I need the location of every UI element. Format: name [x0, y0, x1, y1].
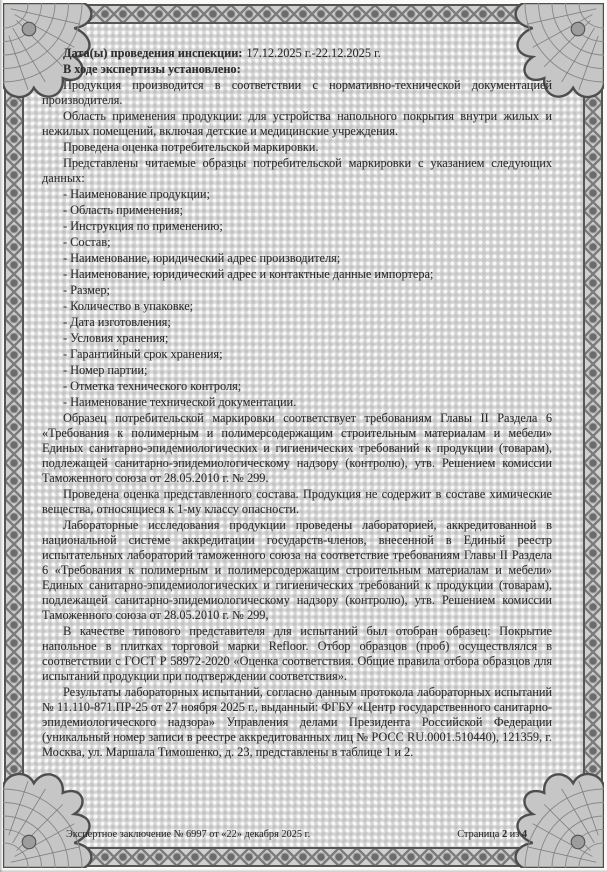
- paragraph: Результаты лабораторных испытаний, согласно данным протокола лабораторных испытаний № 11.110-871.ПР-25 от 27 ноября 2025 г., выданный: ФГБУ «Центр государственного санитарно-эпидемиологического надзора» Управления делами Президента Российской Федерации (уникальный номер записи в реестре аккредитованных лиц № РОСС RU.0001.510440), 121359, г. Москва, ул. Маршала Тимошенко, д. 23, представлены в таблице 1 и 2.: [42, 685, 552, 759]
- paragraph: - Наименование технической документации.: [63, 395, 297, 409]
- paragraph: - Состав;: [63, 235, 111, 249]
- paragraph: - Размер;: [63, 283, 110, 297]
- certificate-body: [42, 46, 552, 761]
- paragraph: Проведена оценка потребительской маркировки.: [63, 140, 319, 154]
- footer-page-current: 2: [501, 829, 508, 840]
- paragraph: Проведена оценка представленного состава. Продукция не содержит в составе химические вещества, относящиеся к 1-му классу опасности.: [42, 487, 552, 516]
- paragraph: - Наименование, юридический адрес производителя;: [63, 251, 341, 265]
- paragraph: Продукция производится в соответствии с нормативно-технической документацией производителя.: [42, 78, 552, 107]
- closing-paragraphs: [42, 411, 552, 760]
- inspection-dates-line: [42, 46, 552, 61]
- footer-document-ref: Экспертное заключение № 6997 от «22» декабря 2025 г.: [66, 829, 311, 840]
- border-band-right: [583, 22, 601, 849]
- paragraph: - Номер партии;: [63, 363, 148, 377]
- paragraph: - Наименование, юридический адрес и контактные данные импортера;: [63, 267, 434, 281]
- paragraph: Лабораторные исследования продукции проведены лабораторией, аккредитованной в национальной системе аккредитации государств-членов, внесенной в Единый реестр испытательных лабораторий таможенного союза на соответствие требованиям Главы II Раздела 6 «Требования к полимерным и полимерсодержащим строительным материалам и мебели» Единых санитарно-эпидемиологических и гигиенических требований к продукции (товарам), подлежащей санитарно-эпидемиологическому надзору (контролю), утв. Решением комиссии Таможенного союза от 28.05.2010 г. № 299,: [42, 518, 552, 622]
- paragraph: Образец потребительской маркировки соответствует требованиям Главы II Раздела 6 «Требования к полимерным и полимерсодержащим строительным материалам и мебели» Единых санитарно-эпидемиологических и гигиенических требований к продукции (товарам), подлежащей санитарно-эпидемиологическому надзору (контролю), утв. Решением комиссии Таможенного союза от 28.05.2010 г. № 299.: [42, 411, 552, 485]
- paragraph: Область применения продукции: для устройства напольного покрытия внутри жилых и нежилых помещений, включая детские и медицинские учреждения.: [42, 109, 552, 138]
- paragraph: - Гарантийный срок хранения;: [63, 347, 223, 361]
- corner-ornament-icon: [498, 762, 604, 868]
- inspection-dates-value: 17.12.2025 г.-22.12.2025 г.: [246, 46, 381, 60]
- inspection-dates-label: Дата(ы) проведения инспекции:: [63, 46, 243, 60]
- paragraph: - Дата изготовления;: [63, 315, 171, 329]
- expertise-heading: В ходе экспертизы установлено:: [63, 62, 241, 76]
- scan-edge-shadow: [0, 0, 3, 872]
- paragraph: Представлены читаемые образцы потребительской маркировки с указанием следующих данных:: [42, 156, 552, 185]
- paragraph: - Инструкция по применению;: [63, 219, 223, 233]
- border-band-left: [6, 22, 24, 849]
- paragraph: - Условия хранения;: [63, 331, 169, 345]
- paragraph: - Количество в упаковке;: [63, 299, 194, 313]
- paragraph: - Область применения;: [63, 203, 183, 217]
- footer-page-indicator: [457, 829, 527, 840]
- paragraph: - Отметка технического контроля;: [63, 379, 242, 393]
- footer-of-word: из: [507, 829, 522, 840]
- intro-paragraphs: [42, 78, 552, 186]
- corner-ornament-icon: [3, 762, 109, 868]
- paragraph: - Наименование продукции;: [63, 187, 210, 201]
- page-footer: [66, 829, 527, 840]
- paragraph: В качестве типового представителя для испытаний был отобран образец: Покрытие напольное в плитках торговой марки Refloor. Отбор образцов (проб) осуществлялся в соответствии с ГОСТ Р 58972-2020 «Оценка соответствия. Общие правила отбора образцов для испытаний продукции при подтверждении соответствия».: [42, 624, 552, 683]
- marking-data-list: [42, 187, 552, 410]
- footer-page-total: 4: [521, 829, 527, 840]
- footer-page-word: Страница: [457, 829, 502, 840]
